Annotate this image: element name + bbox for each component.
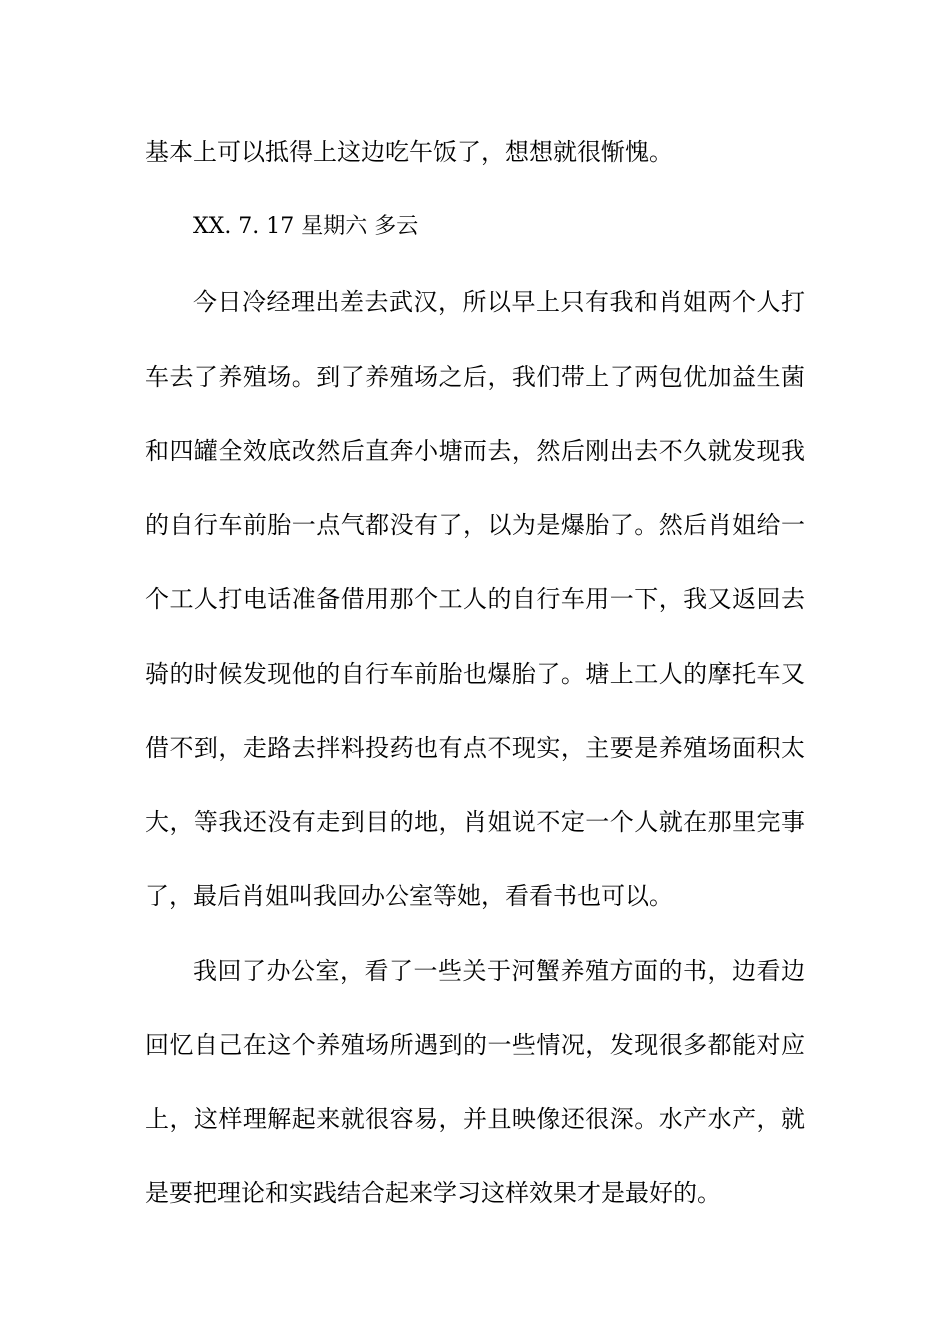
paragraph-line: 是要把理论和实践结合起来学习这样效果才是最好的。 <box>145 1179 721 1207</box>
paragraph-line: 了，最后肖姐叫我回办公室等她，看看书也可以。 <box>145 882 673 910</box>
paragraph-line: 的自行车前胎一点气都没有了，以为是爆胎了。然后肖姐给一 <box>145 511 805 539</box>
paragraph-line: 大，等我还没有走到目的地，肖姐说不定一个人就在那里完事 <box>145 808 805 836</box>
paragraph-line: 借不到，走路去拌料投药也有点不现实，主要是养殖场面积太 <box>145 734 805 762</box>
diary-date-heading: XX. 7. 17 星期六 多云 <box>193 214 419 239</box>
paragraph-line: 今日冷经理出差去武汉，所以早上只有我和肖姐两个人打 <box>193 288 805 316</box>
paragraph-line: 我回了办公室，看了一些关于河蟹养殖方面的书，边看边 <box>193 957 805 985</box>
paragraph-line: 和四罐全效底改然后直奔小塘而去，然后刚出去不久就发现我 <box>145 437 805 465</box>
paragraph-line: 上，这样理解起来就很容易，并且映像还很深。水产水产，就 <box>145 1105 805 1133</box>
paragraph-line: 基本上可以抵得上这边吃午饭了，想想就很惭愧。 <box>145 138 673 166</box>
paragraph-line: 车去了养殖场。到了养殖场之后，我们带上了两包优加益生菌 <box>145 363 805 391</box>
paragraph-line: 骑的时候发现他的自行车前胎也爆胎了。塘上工人的摩托车又 <box>145 660 805 688</box>
paragraph-line: 回忆自己在这个养殖场所遇到的一些情况，发现很多都能对应 <box>145 1031 805 1059</box>
paragraph-line: 个工人打电话准备借用那个工人的自行车用一下，我又返回去 <box>145 585 805 613</box>
